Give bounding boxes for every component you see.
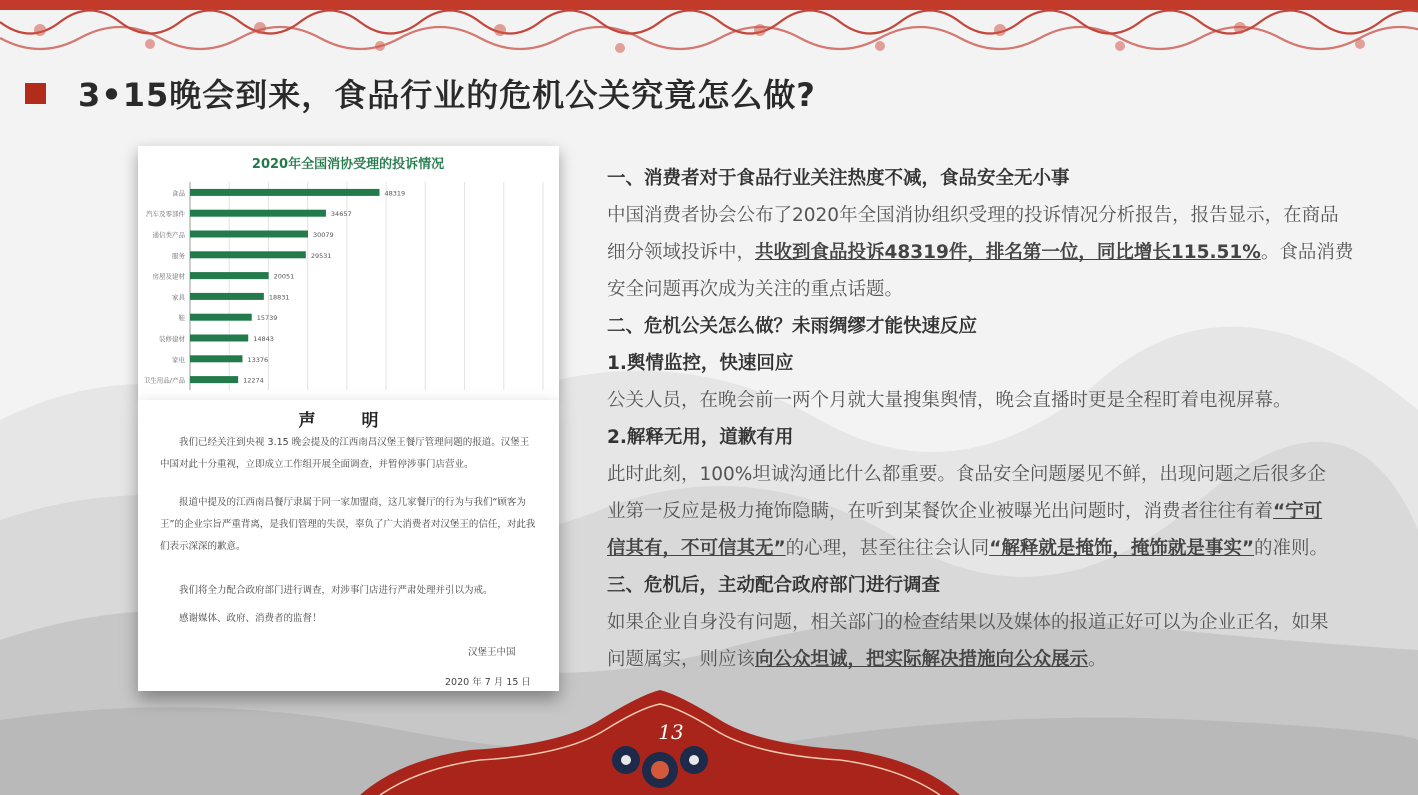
section-3-heading: 三、危机后，主动配合政府部门进行调查: [607, 575, 941, 596]
section-1-line: 中国消费者协会公布了2020年全国消协组织受理的投诉情况分析报告，报告显示，在商品: [607, 205, 1339, 226]
statement-card: [138, 400, 559, 691]
section-2-heading: 二、危机公关怎么做？未雨绸缪才能快速反应: [607, 316, 978, 337]
highlight-text: 信其有，不可信其无”: [607, 538, 786, 559]
category-label: 家具: [172, 293, 185, 302]
section-3-line: [607, 641, 1387, 678]
section-2-line: [607, 493, 1387, 530]
bar: [190, 335, 248, 342]
value-label: 15739: [256, 314, 278, 323]
bar: [190, 355, 242, 362]
value-label: 34657: [330, 210, 352, 219]
statement-paragraph: 我们将全力配合政府部门进行调查，对涉事门店进行严肃处理并引以为戒。: [179, 585, 493, 596]
value-label: 18831: [268, 293, 290, 302]
statement-signature: 汉堡王中国: [468, 647, 516, 658]
text-span: 问题属实，则应该: [607, 649, 756, 670]
category-label: 装修建材: [159, 335, 185, 343]
category-label: 食品: [172, 189, 185, 198]
section-1-line: 安全问题再次成为关注的重点话题。: [607, 279, 904, 300]
text-span: 。食品消费: [1260, 242, 1354, 263]
complaint-chart-card: [138, 146, 559, 401]
bar: [190, 272, 269, 279]
text-span: 。: [1088, 649, 1107, 670]
statement-paragraph: 我们已经关注到央视 3.15 晚会提及的江西南昌汉堡王餐厅管理问题的报道。汉堡王中国对此十分重视，立即成立工作组开展全面调查，并暂停涉事门店营业。: [160, 437, 530, 470]
value-label: 48319: [384, 189, 406, 198]
bar: [190, 189, 380, 196]
slide-title: 3•15晚会到来，食品行业的危机公关究竟怎么做?: [78, 76, 816, 114]
section-2-line: 公关人员，在晚会前一两个月就大量搜集舆情，晚会直播时更是全程盯着电视屏幕。: [607, 390, 1292, 411]
chart-title: 2020年全国消协受理的投诉情况: [251, 157, 445, 172]
bar: [190, 376, 238, 383]
bar: [190, 251, 306, 258]
highlight-text: 共收到食品投诉48319件，排名第一位，同比增长115.51%: [755, 242, 1261, 263]
statement-date: 2020 年 7 月 15 日: [445, 677, 531, 688]
text-span: 的准则。: [1254, 538, 1329, 559]
section-3-line: 如果企业自身没有问题，相关部门的检查结果以及媒体的报道正好可以为企业正名，如果: [607, 612, 1329, 633]
value-label: 12274: [243, 376, 264, 385]
highlight-text: “宁可: [1273, 501, 1323, 522]
category-label: 通信类产品: [152, 231, 185, 239]
text-span: 业第一反应是极力掩饰隐瞒，在听到某餐饮企业被曝光出问题时，消费者往往有着: [607, 501, 1274, 522]
text-span: 的心理，甚至往往会认同: [785, 538, 990, 559]
section-1-heading: 一、消费者对于食品行业关注热度不减，食品安全无小事: [607, 168, 1070, 189]
category-label: 汽车及零部件: [146, 210, 185, 219]
bar: [190, 210, 326, 217]
text-span: 细分领域投诉中，: [607, 242, 756, 263]
category-label: 家电: [172, 355, 185, 364]
section-2-line: 此时此刻，100%坦诚沟通比什么都重要。食品安全问题屡见不鲜，出现问题之后很多企: [607, 464, 1326, 485]
value-label: 14843: [253, 335, 274, 343]
complaint-bar-chart: [138, 146, 559, 401]
value-label: 13376: [247, 355, 269, 364]
section-2-subheading: 1.舆情监控，快速回应: [607, 353, 794, 374]
value-label: 29531: [310, 251, 332, 260]
statement-title: 声 明: [298, 411, 399, 431]
value-label: 20051: [273, 272, 295, 281]
section-2-subheading: 2.解释无用，道歉有用: [607, 427, 794, 448]
section-1-line: [607, 234, 1387, 271]
statement-paragraph: 报道中提及的江西南昌餐厅隶属于同一家加盟商，这几家餐厅的行为与我们“顾客为王”的企业宗旨严重背离，是我们管理的失误，辜负了广大消费者对汉堡王的信任，对此我们表示深深的歉意。: [160, 497, 536, 552]
highlight-text: 向公众坦诚，把实际解决措施向公众展示: [755, 649, 1089, 670]
value-label: 30079: [312, 231, 334, 239]
category-label: 卫生用品/产品: [143, 376, 185, 385]
statement-paragraph: 感谢媒体、政府、消费者的监督！: [179, 613, 322, 624]
section-2-line: [607, 530, 1387, 567]
category-label: 房屋及建材: [152, 272, 185, 281]
content-text: [607, 160, 1387, 678]
bar: [190, 314, 252, 321]
title-bullet-icon: [25, 83, 46, 104]
category-label: 服务: [172, 251, 185, 260]
bar: [190, 231, 308, 238]
page-number: 13: [658, 720, 684, 744]
category-label: 鞋: [178, 314, 185, 323]
bar: [190, 293, 264, 300]
highlight-text: “解释就是掩饰，掩饰就是事实”: [989, 538, 1255, 559]
